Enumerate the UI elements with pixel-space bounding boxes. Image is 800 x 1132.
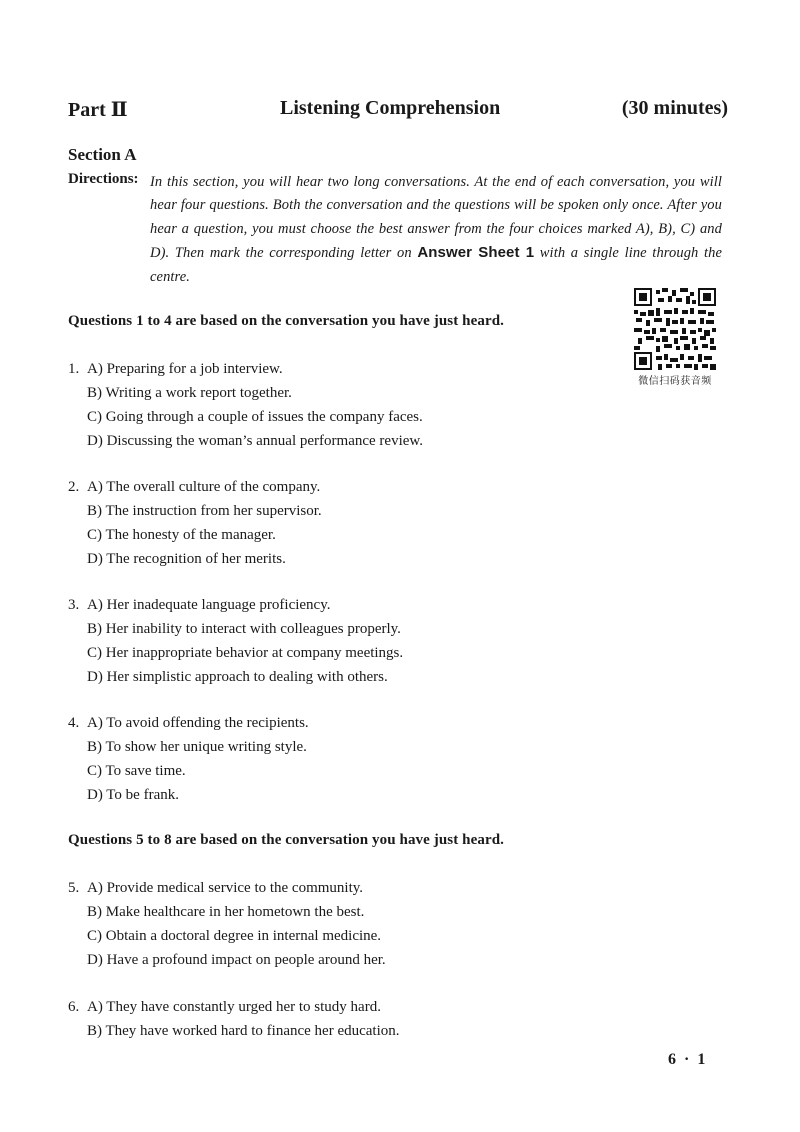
question-3-option-c[interactable]: C) Her inappropriate behavior at company meetings. [87, 645, 404, 661]
question-5-option-a[interactable]: 5. A) Provide medical service to the community. [68, 876, 386, 900]
question-number: 5. [68, 880, 80, 896]
question-3-option-d[interactable]: D) Her simplistic approach to dealing with others. [87, 669, 388, 685]
question-number: 6. [68, 999, 80, 1015]
question-5 [68, 876, 386, 972]
part-time: (30 minutes) [621, 97, 728, 119]
question-1-option-c[interactable]: C) Going through a couple of issues the company faces. [87, 409, 423, 425]
part-label: Part Ⅱ [68, 99, 128, 121]
directions-text-before: In this section, you will hear two long conversations. At the end of each conversation, you will hear four questions. Both the conversation and the questions will be spoken only once. After you hear a question, you must choose the best answer from the four choices marked A), B), C) and D). Then mark the corresponding letter on [150, 174, 722, 262]
question-4 [68, 711, 309, 807]
question-1-option-d[interactable]: D) Discussing the woman’s annual performance review. [87, 433, 424, 449]
question-4-option-b[interactable]: B) To show her unique writing style. [87, 739, 307, 755]
question-3-option-b[interactable]: B) Her inability to interact with colleagues properly. [87, 621, 401, 637]
question-5-option-d[interactable]: D) Have a profound impact on people around her. [87, 952, 386, 968]
directions-text-after: with a single line through the centre. [150, 245, 723, 285]
group-heading-2: Questions 5 to 8 are based on the conversation you have just heard. [68, 832, 505, 848]
answer-sheet-emphasis: Answer Sheet 1 [417, 244, 535, 262]
question-4-option-d[interactable]: D) To be frank. [87, 787, 179, 803]
question-1 [68, 357, 423, 453]
section-title: Section A [68, 145, 137, 164]
question-2-option-a[interactable]: 2. A) The overall culture of the company. [68, 475, 322, 499]
directions-label: Directions: [68, 171, 139, 187]
question-6-option-b[interactable]: B) They have worked hard to finance her education. [87, 1023, 400, 1039]
page-number: 6 · 1 [668, 1051, 708, 1068]
qr-code-icon[interactable] [634, 288, 716, 370]
group-heading-1: Questions 1 to 4 are based on the conversation you have just heard. [68, 313, 505, 329]
question-5-option-b[interactable]: B) Make healthcare in her hometown the best. [87, 904, 365, 920]
question-4-option-a[interactable]: 4. A) To avoid offending the recipients. [68, 711, 309, 735]
question-number: 1. [68, 361, 80, 377]
part-header [68, 97, 728, 127]
question-1-option-a[interactable]: 1. A) Preparing for a job interview. [68, 357, 423, 381]
question-3-option-a[interactable]: 3. A) Her inadequate language proficiency. [68, 593, 403, 617]
question-6-option-a[interactable]: 6. A) They have constantly urged her to study hard. [68, 995, 400, 1019]
question-number: 3. [68, 597, 80, 613]
question-6 [68, 995, 400, 1043]
question-2-option-b[interactable]: B) The instruction from her supervisor. [87, 503, 322, 519]
question-2-option-d[interactable]: D) The recognition of her merits. [87, 551, 286, 567]
question-number: 2. [68, 479, 80, 495]
question-number: 4. [68, 715, 80, 731]
question-3 [68, 593, 403, 689]
question-1-option-b[interactable]: B) Writing a work report together. [87, 385, 292, 401]
question-5-option-c[interactable]: C) Obtain a doctoral degree in internal medicine. [87, 928, 382, 944]
qr-caption: 微信扫码获音频 [638, 376, 712, 387]
question-2 [68, 475, 322, 571]
question-4-option-c[interactable]: C) To save time. [87, 763, 186, 779]
part-title: Listening Comprehension [280, 97, 501, 119]
question-2-option-c[interactable]: C) The honesty of the manager. [87, 527, 276, 543]
directions-text [150, 171, 722, 289]
